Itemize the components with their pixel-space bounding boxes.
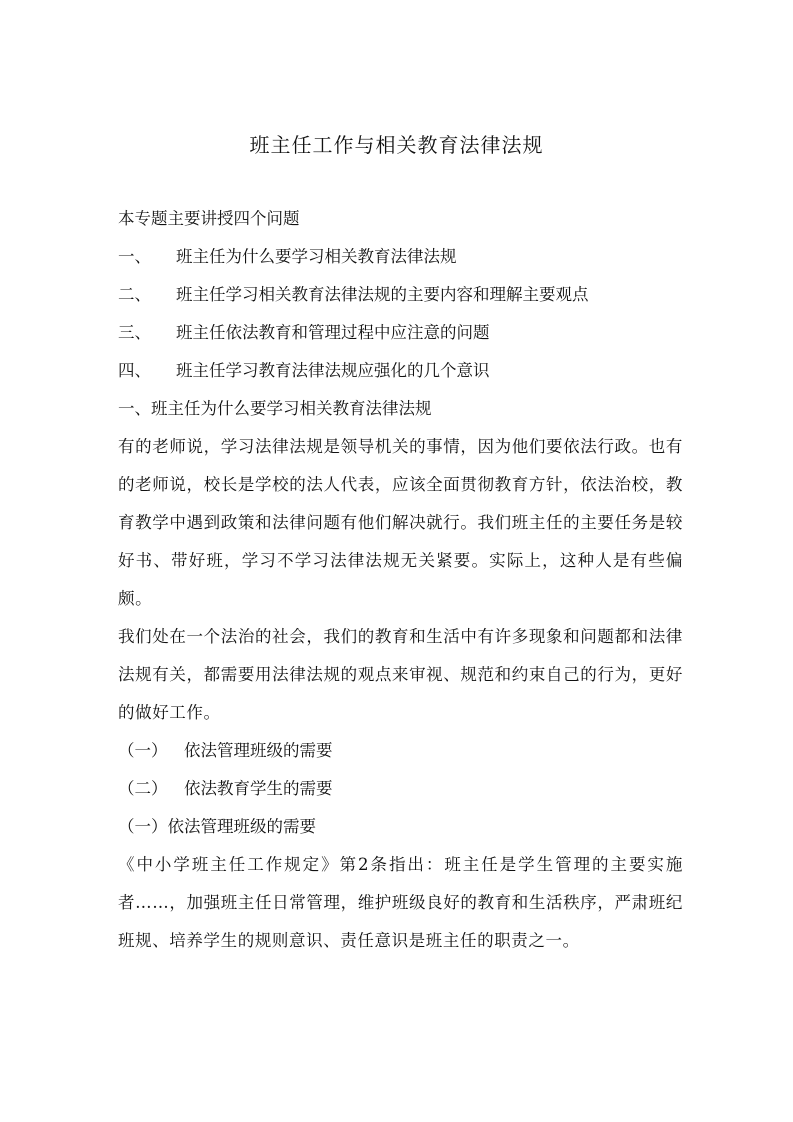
topic-text: 班主任学习教育法律法规应强化的几个意识: [176, 361, 490, 380]
sub-item: [118, 770, 683, 808]
sub-item-number: （二）: [118, 779, 168, 798]
paragraph: [118, 846, 683, 960]
topic-item: [118, 276, 683, 314]
sub-item-number: （一）: [118, 741, 168, 760]
topic-text: 班主任依法教育和管理过程中应注意的问题: [176, 323, 490, 342]
topic-number: 四、: [118, 361, 151, 380]
topic-item: [118, 314, 683, 352]
section-heading: 一、班主任为什么要学习相关教育法律法规: [118, 399, 432, 418]
topic-number: 一、: [118, 247, 151, 266]
document-title: 班主任工作与相关教育法律法规: [249, 133, 544, 157]
paragraph-text: 《中小学班主任工作规定》第2条指出：班主任是学生管理的主要实施者……，加强班主任日常管理，维护班级良好的教育和生活秩序，严肃班纪班规、培养学生的规则意识、责任意识是班主任的职责之一。: [118, 855, 683, 950]
intro-line: 本专题主要讲授四个问题: [118, 209, 300, 228]
topic-text: 班主任学习相关教育法律法规的主要内容和理解主要观点: [176, 285, 589, 304]
topic-item: [118, 352, 683, 390]
paragraph: [118, 428, 683, 618]
sub-heading: （一）依法管理班级的需要: [118, 817, 316, 836]
topic-item: [118, 238, 683, 276]
paragraph-text: 有的老师说，学习法律法规是领导机关的事情，因为他们要依法行政。也有的老师说，校长是学校的法人代表，应该全面贯彻教育方针，依法治校，教育教学中遇到政策和法律问题有他们解决就行。我们班主任的主要任务是较好书、带好班，学习不学习法律法规无关紧要。实际上，这种人是有些偏颇。: [118, 437, 683, 608]
document-body: [118, 200, 683, 960]
sub-item-text: 依法教育学生的需要: [184, 779, 333, 798]
paragraph-text: 我们处在一个法治的社会，我们的教育和生活中有许多现象和问题都和法律法规有关，都需要用法律法规的观点来审视、规范和约束自己的行为，更好的做好工作。: [118, 627, 683, 722]
sub-item-text: 依法管理班级的需要: [184, 741, 333, 760]
paragraph: [118, 618, 683, 732]
topic-text: 班主任为什么要学习相关教育法律法规: [176, 247, 457, 266]
topic-number: 三、: [118, 323, 151, 342]
topic-number: 二、: [118, 285, 151, 304]
sub-item: [118, 732, 683, 770]
